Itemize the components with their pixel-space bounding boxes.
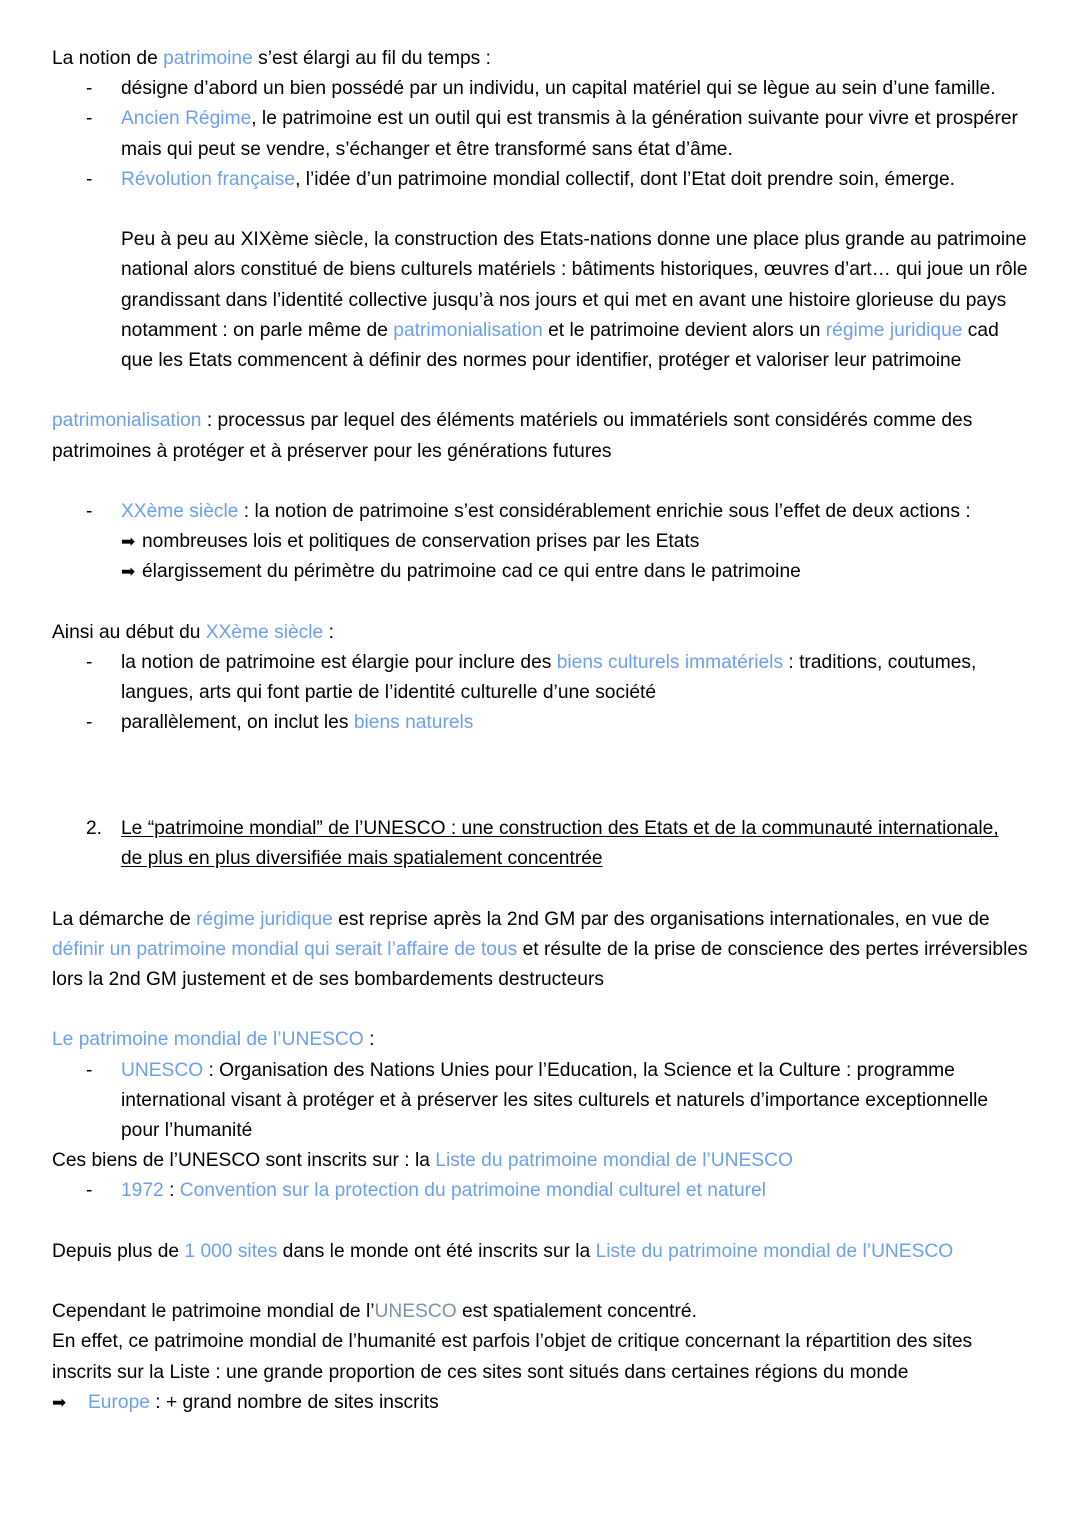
depuis-text-pre: Depuis plus de [52,1240,185,1262]
patrimonialisation-definition [52,406,1028,466]
list-item-text: désigne d’abord un bien possédé par un individu, un capital matériel qui se lègue au sein d’une famille. [121,78,996,100]
list-item-text-pre: la notion de patrimoine est élargie pour inclure des [121,652,557,673]
cependant-keyword-unesco: UNESCO [374,1301,457,1323]
spacer [52,739,1028,769]
dash-bullet-icon: - [86,1180,93,1202]
list-item [52,165,1028,195]
dash-bullet-icon: - [86,712,93,734]
arrow-right-icon: ➡ [121,532,136,552]
cependant-text-post: est spatialement concentré. [456,1301,697,1323]
dash-bullet-icon: - [86,652,93,673]
list-item [52,74,1028,104]
intro-lead-text-after: s’est élargi au fil du temps : [252,48,491,69]
list-item-text: , le patrimoine est un outil qui est transmis à la génération suivante pour vivre et prospérer mais qui peut se vendre, s’échanger et être transformé sans état d’âme. [121,108,1018,160]
spacer [52,995,1028,1025]
list-item-keyword: UNESCO [121,1059,204,1081]
arrow-list-item [52,527,1028,557]
depuis-text-mid: dans le monde ont été inscrits sur la [277,1240,596,1262]
dash-bullet-icon: - [86,78,93,100]
document-body [52,44,1028,1418]
definition-text: : processus par lequel des éléments matériels ou immatériels sont considérés comme des patrimoines à protéger et à préserver pour les générations futures [52,410,973,462]
spacer [52,799,1028,814]
spacer [52,1267,1028,1297]
unesco-subtitle [52,1025,1028,1055]
xix-text-part3: cad que les Etats commencent à définir des normes pour identifier, protéger et valoriser leur patrimoine [121,319,999,372]
arrow-right-icon: ➡ [52,1392,67,1412]
depuis-count: 1 000 sites [184,1240,278,1262]
demarche-paragraph [52,905,1028,996]
spacer [52,874,1028,904]
list-item-text-pre: parallèlement, on inclut les [121,712,354,734]
spacer [52,376,1028,406]
spacer [52,588,1028,618]
ainsi-text-after: : [323,621,334,643]
list-item-keyword: Révolution française [121,168,296,190]
europe-keyword: Europe [88,1391,150,1413]
list-item-text-post: : traditions, coutumes, langues, arts qui font partie de l’identité culturelle d’une société [121,652,977,704]
ces-biens-paragraph [52,1146,1028,1176]
spacer [52,769,1028,799]
depuis-keyword-liste: Liste du patrimoine mondial de l’UNESCO [595,1240,954,1262]
section-heading-line-2: de plus en plus diversifiée mais spatialement concentrée [121,848,603,870]
list-item-keyword: biens naturels [353,712,474,734]
xix-keyword-regime-juridique: régime juridique [825,319,963,341]
demarche-text-part1: La démarche de [52,908,197,930]
arrow-list-item-text: élargissement du périmètre du patrimoine cad ce qui entre dans le patrimoine [142,561,801,583]
spacer [52,195,1028,225]
xix-text-part1: Peu à peu au XIXème siècle, la construction des Etats-nations donne une place plus grande au patrimoine national alors constitué de biens culturels matériels : bâtiments historiques, œuvres d’art… qui joue un rôle grandissant dans l’identité collective jusqu’à nos jours et qui met en avant une histoire glorieuse du pays notamment : on parle même de [121,229,1028,341]
list-item-keyword: biens culturels immatériels [556,652,784,673]
list-item [52,708,1028,738]
xix-keyword-patrimonialisation: patrimonialisation [393,319,543,341]
list-item [52,104,1028,164]
intro-lead-text-before: La notion de [52,48,164,69]
list-item [52,1056,1028,1147]
demarche-keyword-regime-juridique: régime juridique [196,908,333,930]
ainsi-text-before: Ainsi au début du [52,621,206,643]
list-item [52,648,1028,708]
list-item-text: : Organisation des Nations Unies pour l’Education, la Science et la Culture : programme international visant à protéger et à préserver les sites culturels et naturels d’importance exceptionnelle pour l’humanité [121,1059,989,1141]
section-heading-2 [52,814,1028,874]
cependant-text-pre: Cependant le patrimoine mondial de l’ [52,1301,375,1323]
unesco-subtitle-suffix: : [363,1029,375,1051]
ainsi-lead-paragraph [52,618,1028,648]
dash-bullet-icon: - [86,1059,93,1081]
dash-bullet-icon: - [86,168,93,190]
europe-text: : + grand nombre de sites inscrits [149,1391,439,1413]
ces-biens-text: Ces biens de l’UNESCO sont inscrits sur : la [52,1150,436,1172]
section-number: 2. [86,817,103,839]
demarche-text-part3: et résulte de la prise de conscience des pertes irréversibles lors la 2nd GM justement et de ses bombardements destructeurs [52,938,1028,990]
convention-title: Convention sur la protection du patrimoine mondial culturel et naturel [179,1180,767,1202]
arrow-right-icon: ➡ [121,562,136,582]
intro-lead-keyword: patrimoine [163,48,253,69]
spacer [52,1207,1028,1237]
arrow-list-item-europe [52,1388,1028,1418]
list-item [52,497,1028,527]
convention-year: 1972 [121,1180,164,1202]
intro-lead-paragraph [52,44,1028,74]
list-item-keyword: XXème siècle [121,501,239,522]
list-item [52,1176,1028,1206]
list-item-keyword: Ancien Régime [121,108,252,130]
demarche-keyword-definir: définir un patrimoine mondial qui serait l’affaire de tous [52,938,518,960]
ces-biens-keyword: Liste du patrimoine mondial de l’UNESCO [435,1150,793,1172]
convention-separator: : [163,1180,180,1202]
definition-term: patrimonialisation [52,410,202,432]
xix-text-part2: et le patrimoine devient alors un [542,319,826,341]
cependant-paragraph [52,1297,1028,1327]
depuis-paragraph [52,1237,1028,1267]
list-item-text: , l’idée d’un patrimoine mondial collectif, dont l’Etat doit prendre soin, émerge. [295,168,956,190]
en-effet-paragraph: En effet, ce patrimoine mondial de l’humanité est parfois l’objet de critique concernant la répartition des sites inscrits sur la Liste : une grande proportion de ces sites sont situés dans certaines régions du monde [52,1331,973,1383]
unesco-subtitle-keyword: Le patrimoine mondial de l’UNESCO [52,1029,364,1051]
demarche-text-part2: est reprise après la 2nd GM par des organisations internationales, en vue de [332,908,990,930]
arrow-list-item [52,557,1028,587]
xix-century-paragraph [52,225,1028,376]
dash-bullet-icon: - [86,108,93,130]
arrow-list-item-text: nombreuses lois et politiques de conservation prises par les Etats [142,531,700,553]
ainsi-keyword: XXème siècle [205,621,324,643]
dash-bullet-icon: - [86,501,93,522]
spacer [52,467,1028,497]
list-item-text: : la notion de patrimoine s’est considérablement enrichie sous l’effet de deux actions : [238,501,971,522]
section-heading-line-1: Le “patrimoine mondial” de l’UNESCO : une construction des Etats et de la communauté internationale, [121,817,999,839]
